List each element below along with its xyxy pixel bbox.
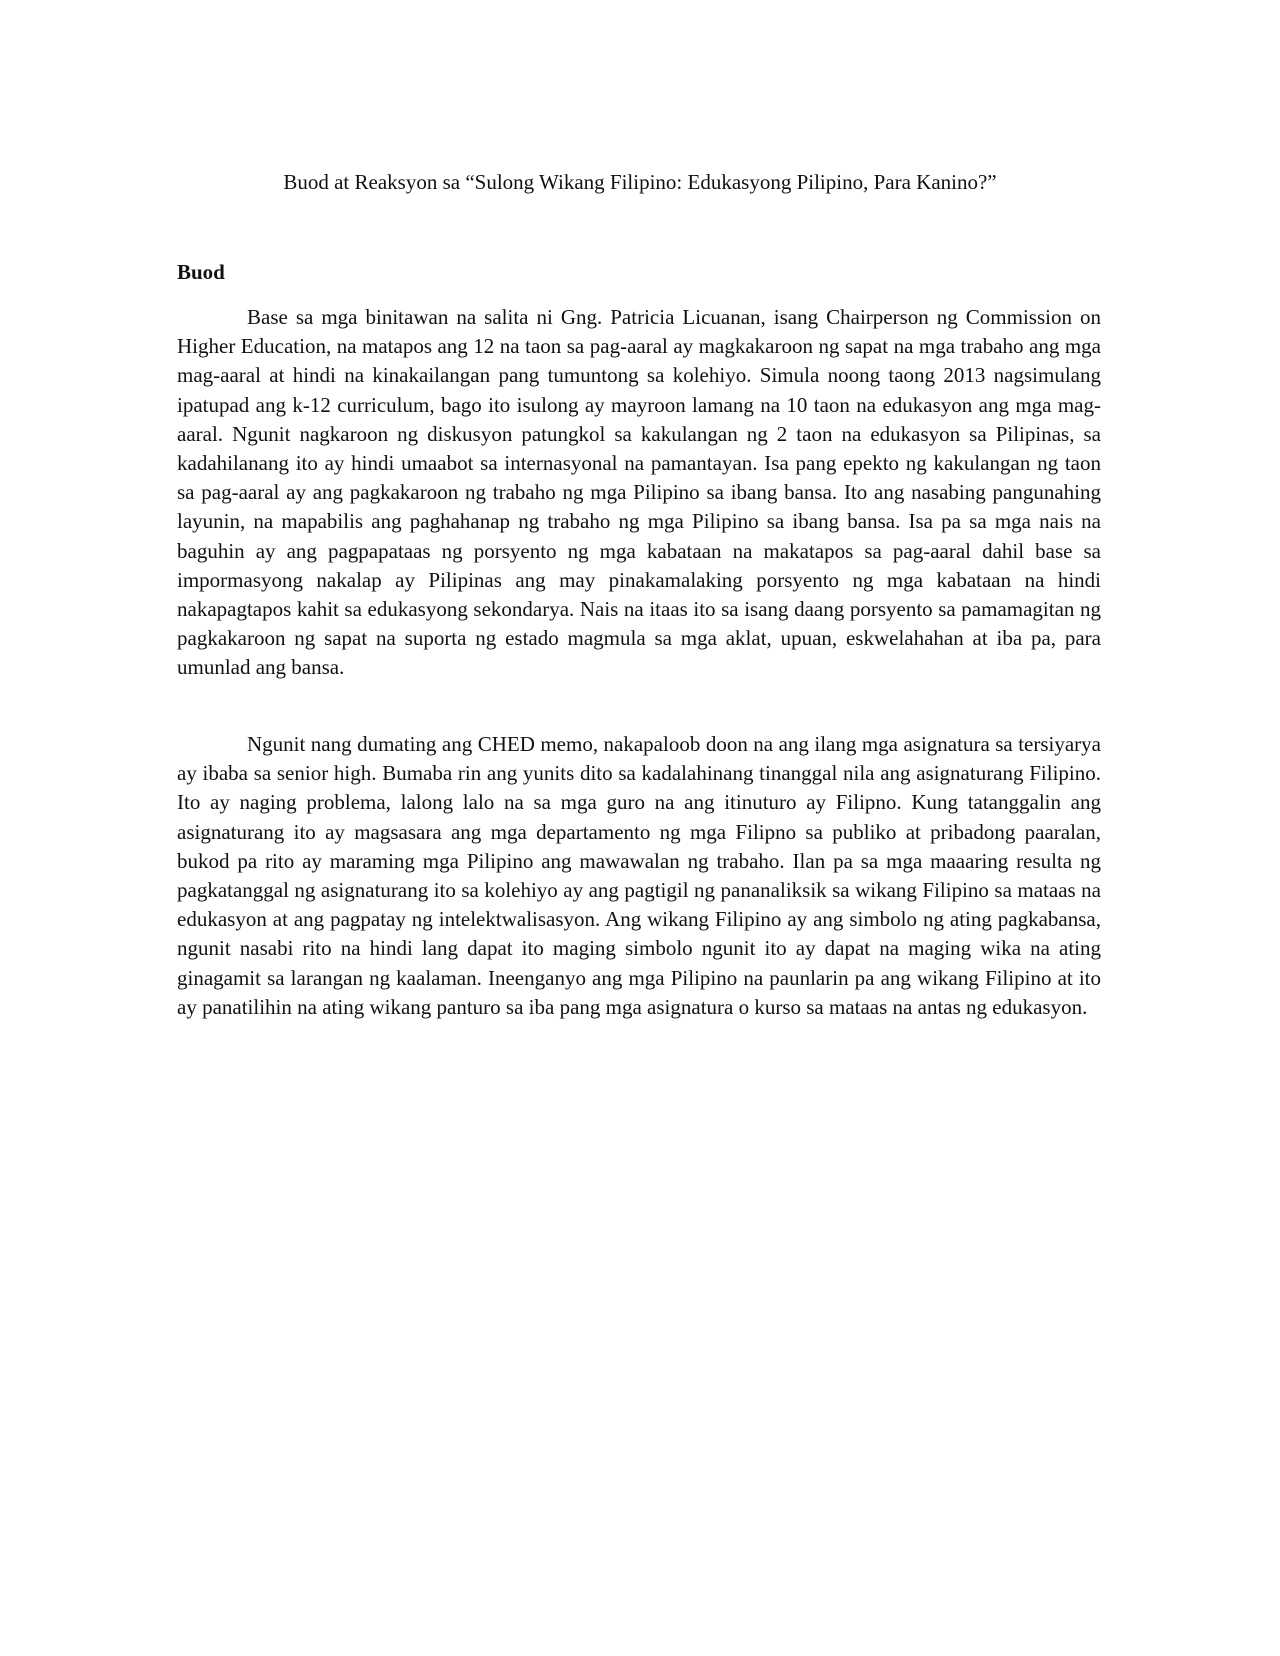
paragraph: Base sa mga binitawan na salita ni Gng. Patricia Licuanan, isang Chairperson ng Commission on Higher Education, na matapos ang 12 na taon sa pag-aaral ay magkakaroon ng sapat na mga trabaho ang mga mag-aaral at hindi na kinakailangan pang tumuntong sa kolehiyo. Simula noong taong 2013 nagsimulang ipatupad ang k-12 curriculum, bago ito isulong ay mayroon lamang na 10 taon na edukasyon ang mga mag-aaral. Ngunit nagkaroon ng diskusyon patungkol sa kakulangan ng 2 taon na edukasyon sa Pilipinas, sa kadahilanang ito ay hindi umaabot sa internasyonal na pamantayan. Isa pang epekto ng kakulangan ng taon sa pag-aaral ay ang pagkakaroon ng trabaho ng mga Pilipino sa ibang bansa. Ito ang nasabing pangunahing layunin, na mapabilis ang paghahanap ng trabaho ng mga Pilipino sa ibang bansa. Isa pa sa mga nais na baguhin ay ang pagpapataas ng porsyento ng mga kabataan na makatapos sa pag-aaral dahil base sa impormasyong nakalap ay Pilipinas ang may pinakamalaking porsyento ng mga kabataan na hindi nakapagtapos kahit sa edukasyong sekondarya. Nais na itaas ito sa isang daang porsyento sa pamamagitan ng pagkakaroon ng sapat na suporta ng estado magmula sa mga aklat, upuan, eskwelahahan at iba pa, para umunlad ang bansa. bbox=[177, 305, 1101, 680]
paragraph: Ngunit nang dumating ang CHED memo, nakapaloob doon na ang ilang mga asignatura sa tersiyarya ay ibaba sa senior high. Bumaba rin ang yunits dito sa kadalahinang tinanggal nila ang asignaturang Filipino. Ito ay naging problema, lalong lalo na sa mga guro na ang itinuturo ay Filipno. Kung tatanggalin ang asignaturang ito ay magsasara ang mga departamento ng mga Filipno sa publiko at pribadong paaralan, bukod pa rito ay maraming mga Pilipino ang mawawalan ng trabaho. Ilan pa sa mga maaaring resulta ng pagkatanggal ng asignaturang ito sa kolehiyo ay ang pagtigil ng pananaliksik sa wikang Filipino sa mataas na edukasyon at ang pagpatay ng intelektwalisasyon. Ang wikang Filipino ay ang simbolo ng ating pagkabansa, ngunit nasabi rito na hindi lang dapat ito maging simbolo ngunit ito ay dapat na maging wika na ating ginagamit sa larangan ng kaalaman. Ineenganyo ang mga Pilipino na paunlarin pa ang wikang Filipino at ito ay panatilihin na ating wikang panturo sa iba pang mga asignatura o kurso sa mataas na antas ng edukasyon. bbox=[177, 732, 1101, 1019]
document-title: Buod at Reaksyon sa “Sulong Wikang Filipino: Edukasyong Pilipino, Para Kanino?” bbox=[283, 170, 997, 194]
section-heading: Buod bbox=[177, 260, 225, 284]
